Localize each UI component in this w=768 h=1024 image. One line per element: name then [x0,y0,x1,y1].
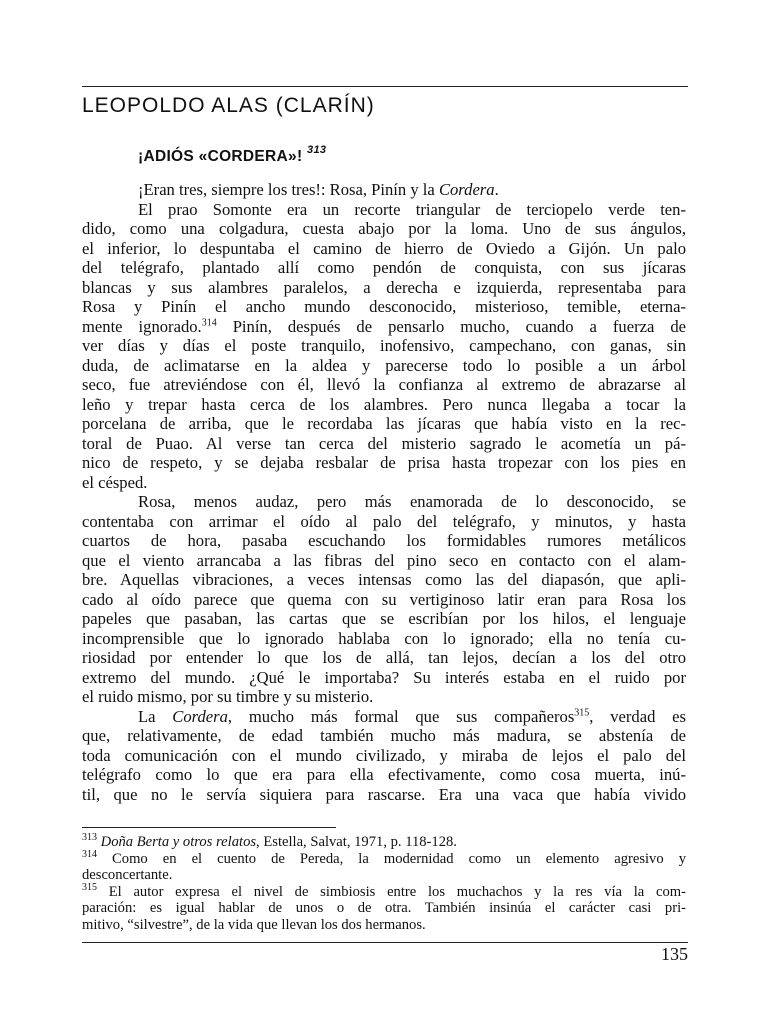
footnote-ref-314[interactable]: 314 [201,316,217,328]
text-run: . [494,180,499,199]
text-line: extremo del mundo. ¿Qué le importaba? Su interés estaba en el ruido por [82,667,686,687]
footnote-text: Como en el cuento de Pereda, la modernidad como un elemento agresivo y [112,850,686,867]
italic-text: Cordera [172,706,228,726]
text-line: Rosa y Pinín el ancho mundo desconocido, misterioso, temible, eterna- [82,297,686,316]
body-text [82,180,686,804]
text-line: el inferior, lo despuntaba el camino de hierro de Oviedo a Gijón. Un palo [82,238,686,258]
footnote-314 [82,848,686,868]
text-line: seco, fue atreviéndose con él, llevó la confianza al extremo de abrazarse al [82,375,686,394]
text-run: La [138,706,173,726]
footnote-text: , Estella, Salvat, 1971, p. 118-128. [256,834,457,850]
text-line: contentaba con arrimar el oído al palo del telégrafo, y minutos, y hasta [82,511,686,531]
text-line: el césped. [82,472,148,492]
footnotes [82,834,686,933]
text-line: Rosa, menos audaz, pero más enamorada de lo desconocido, se [138,492,686,511]
text-run: Pinín, después de pensarlo mucho, cuando a fuerza de [216,316,687,336]
text-line: del telégrafo, plantado allí como pendón de conquista, con sus jícaras [82,258,686,277]
footnote-number: 313 [82,832,97,844]
footnote-rule [82,827,336,828]
text-line: riosidad por entender lo que los de allá, tan lejos, decían a los del otro [82,648,686,667]
text-line: leño y trepar hasta cerca de los alambres. Pero nunca llegaba a tocar la [82,394,686,414]
text-line: bre. Aquellas vibraciones, a veces intensas como las del diapasón, que apli- [82,570,686,589]
text-run: , verdad es [589,706,686,726]
text-line: blancas y sus alambres paralelos, a derecha e izquierda, representaba para [82,277,686,297]
footnote-text: El autor expresa el nivel de simbiosis entre los muchachos y la res vía la com- [108,883,687,900]
text-line: cuartos de hora, pasaba escuchando los formidables rumores metálicos [82,531,686,550]
story-title-footnote-ref[interactable]: 313 [307,144,327,156]
text-line: porcelana de arriba, que le recordaba las jícaras que había visto en la rec- [82,414,686,433]
text-line: cado al oído parece que quema con su vertiginoso latir eran para Rosa los [82,589,686,609]
text-line [82,707,686,727]
text-line: telégrafo como lo que era para ella efectivamente, como cosa muerta, inú- [82,765,686,784]
text-line: toda comunicación con el mundo civilizado, y miraba de lejos el palo del [82,745,686,765]
footnote-line: paración: es igual hablar de unos o de otra. También insinúa el carácter casi pri- [82,900,686,916]
text-line: El prao Somonte era un recorte triangular de terciopelo verde ten- [138,199,686,219]
paragraph-1 [82,180,686,200]
text-line: que el viento arrancaba a las fibras del pino seco en contacto con el alam- [82,550,686,570]
text-line: nico de respeto, y se dejaba resbalar de prisa hasta tropezar con los pies en [82,453,686,472]
text-line: incomprensible que lo ignorado hablaba con lo ignorado; ella no tenía cu- [82,628,686,648]
text-line: dido, como una colgadura, cuesta abajo por la loma. Uno de sus ángulos, [82,219,686,238]
text-line: duda, de aclimatarse en la aldea y parecerse todo lo posible a un árbol [82,355,686,375]
author-heading: LEOPOLDO ALAS (CLARÍN) [82,94,375,117]
text-line: ver días y días el poste tranquilo, inofensivo, campechano, con ganas, sin [82,336,686,355]
text-line: papeles que pasaban, las cartas que se escribían por los hilos, el lenguaje [82,609,686,628]
page-number: 135 [661,944,688,964]
footnote-book-title: Doña Berta y otros relatos [100,834,257,850]
text-line: til, que no le servía siquiera para rascarse. Era una vaca que había vivido [82,784,686,804]
text-run: , mucho más formal que sus compañeros [227,706,575,726]
footnote-number: 315 [82,881,97,893]
footnote-315 [82,881,687,901]
text-run: mente ignorado. [82,316,202,336]
footnote-number: 314 [82,848,97,860]
text-line: que, relativamente, de edad también mucho más madura, se abstenía de [82,726,686,745]
footnote-line: mitivo, “silvestre”, de la vida que llevan los dos hermanos. [82,916,426,933]
text-line: toral de Puao. Al verse tan cerca del misterio sagrado le acometía un pá- [82,433,686,453]
header-rule [82,86,688,87]
text-line [82,317,686,337]
footnote-ref-315[interactable]: 315 [574,706,590,718]
text-run: ¡Eran tres, siempre los tres!: Rosa, Pinín y la [138,180,439,199]
story-title-text: ¡ADIÓS «CORDERA»! [138,148,303,166]
story-title [138,146,326,166]
footnote-313 [82,834,686,851]
italic-text: Cordera [438,180,495,199]
footer-rule [82,942,688,943]
text-line: el ruido mismo, por su timbre y su misterio. [82,687,374,706]
footnote-line: desconcertante. [82,867,173,883]
